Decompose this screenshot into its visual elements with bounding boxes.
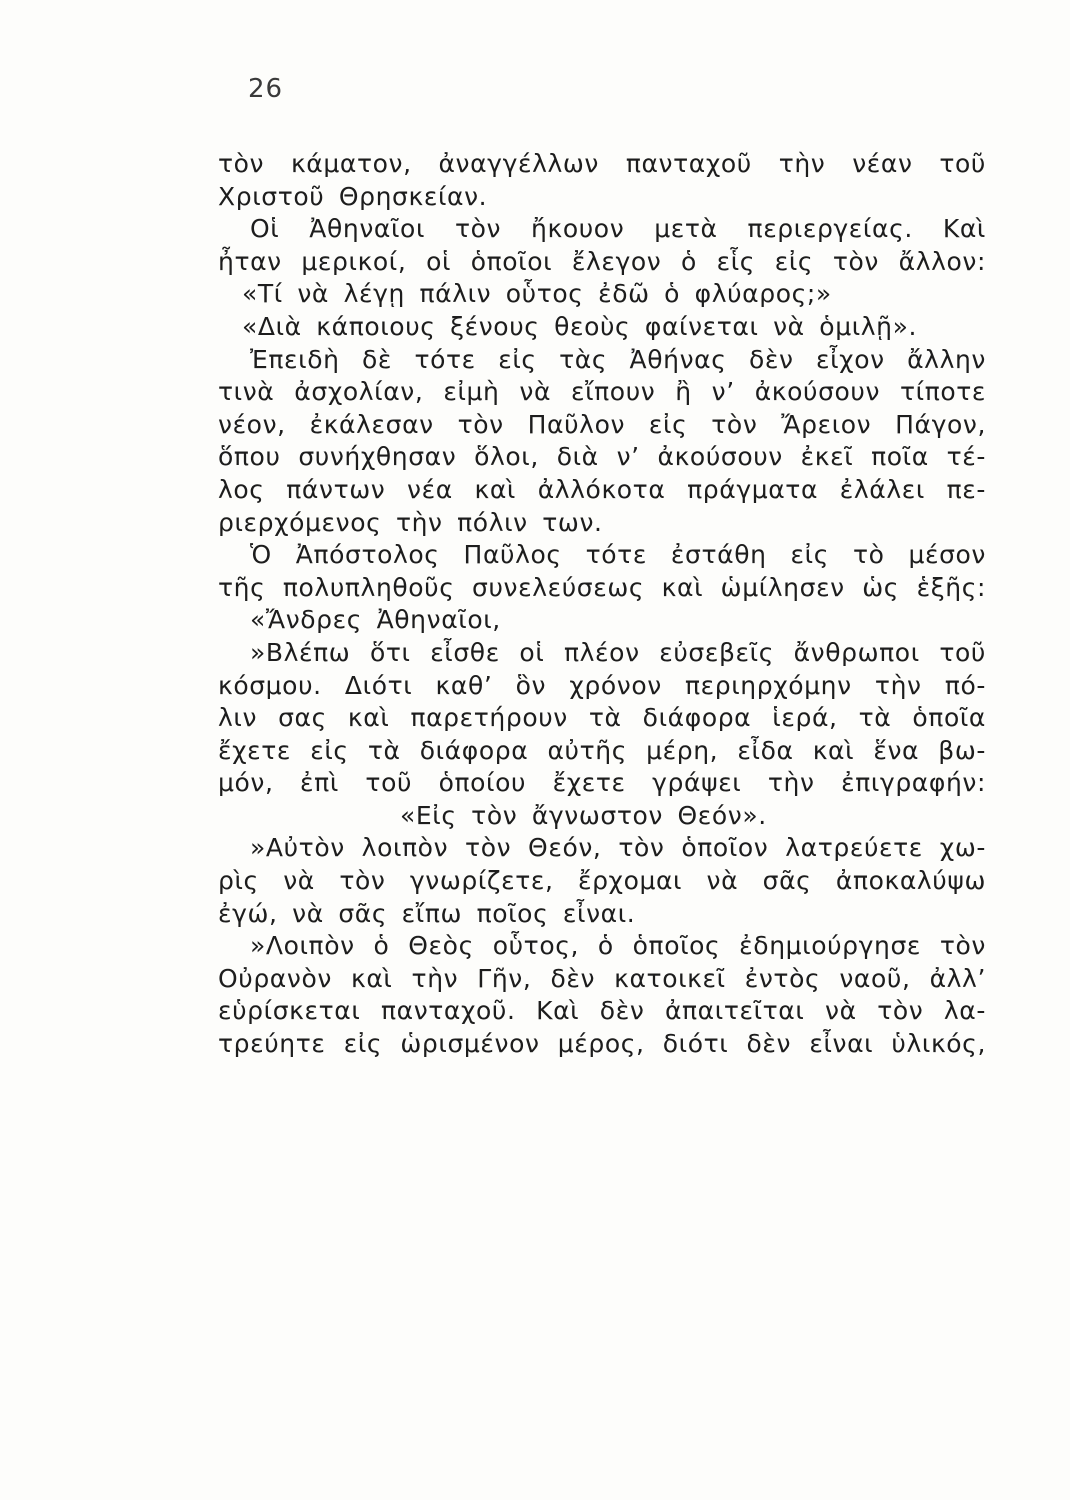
text-line: τὸν κάματον, ἀναγγέλλων πανταχοῦ τὴν νέαν τοῦ [218,149,986,178]
text-line: Οἱ Ἀθηναῖοι τὸν ἤκουον μετὰ περιεργείας. Καὶ [250,214,986,244]
text-line: ἔχετε εἰς τὰ διάφορα αὐτῆς μέρη, εἶδα καὶ ἕνα βω- [218,735,986,765]
page-number: 26 [248,74,284,104]
text-line: λιν σας καὶ παρετήρουν τὰ διάφορα ἱερά, τὰ ὁποῖα [218,703,986,733]
text-line: ρὶς νὰ τὸν γνωρίζετε, ἔρχομαι νὰ σᾶς ἀποκαλύψω [218,866,986,896]
text-line: Χριστοῦ Θρησκείαν. [218,181,488,211]
text-line: »Αὐτὸν λοιπὸν τὸν Θεόν, τὸν ὁποῖον λατρεύετε χω- [250,833,986,863]
text-line: «Ἄνδρες Ἀθηναῖοι, [250,605,501,635]
text-line: τρεύητε εἰς ὡρισμένον μέρος, διότι δὲν εἶναι ὑλικός, [218,1029,986,1059]
text-line: »Λοιπὸν ὁ Θεὸς οὗτος, ὁ ὁποῖος ἐδημιούργησε τὸν [250,931,986,961]
text-line: εὑρίσκεται πανταχοῦ. Καὶ δὲν ἀπαιτεῖται νὰ τὸν λα- [218,996,986,1026]
text-line: ἐγώ, νὰ σᾶς εἴπω ποῖος εἶναι. [218,898,636,928]
text-line: λος πάντων νέα καὶ ἀλλόκοτα πράγματα ἐλάλει πε- [218,474,986,504]
text-line: τῆς πολυπληθοῦς συνελεύσεως καὶ ὡμίλησεν ὡς ἑξῆς: [218,572,986,602]
body-text [218,148,986,1061]
text-line: Ὁ Ἀπόστολος Παῦλος τότε ἐστάθη εἰς τὸ μέσον [250,540,986,570]
text-line: «Διὰ κάποιους ξένους θεοὺς φαίνεται νὰ ὁμιλῇ». [242,311,918,341]
text-line: Ἐπειδὴ δὲ τότε εἰς τὰς Ἀθήνας δὲν εἶχον ἄλλην [250,344,986,374]
text-line: μόν, ἐπὶ τοῦ ὁποίου ἔχετε γράψει τὴν ἐπιγραφήν: [218,768,986,798]
text-line: κόσμου. Διότι καθ’ ὃν χρόνον περιηρχόμην τὴν πό- [218,670,986,700]
text-line: «Εἰς τὸν ἄγνωστον Θεόν». [400,800,767,830]
text-line: ριερχόμενος τὴν πόλιν των. [218,507,603,537]
text-line: »Βλέπω ὅτι εἶσθε οἱ πλέον εὐσεβεῖς ἄνθρωποι τοῦ [250,637,986,667]
text-line: Οὐρανὸν καὶ τὴν Γῆν, δὲν κατοικεῖ ἐντὸς ναοῦ, ἀλλ’ [218,963,986,993]
text-line: ἦταν μερικοί, οἱ ὁποῖοι ἔλεγον ὁ εἷς εἰς τὸν ἄλλον: [218,246,986,276]
text-line: τινὰ ἀσχολίαν, εἰμὴ νὰ εἴπουν ἢ ν’ ἀκούσουν τίποτε [218,377,986,407]
text-line: νέον, ἐκάλεσαν τὸν Παῦλον εἰς τὸν Ἄρειον Πάγον, [218,409,986,439]
text-line: «Τί νὰ λέγῃ πάλιν οὗτος ἐδῶ ὁ φλύαρος;» [242,279,832,309]
text-line: ὅπου συνήχθησαν ὅλοι, διὰ ν’ ἀκούσουν ἐκεῖ ποῖα τέ- [218,442,986,472]
